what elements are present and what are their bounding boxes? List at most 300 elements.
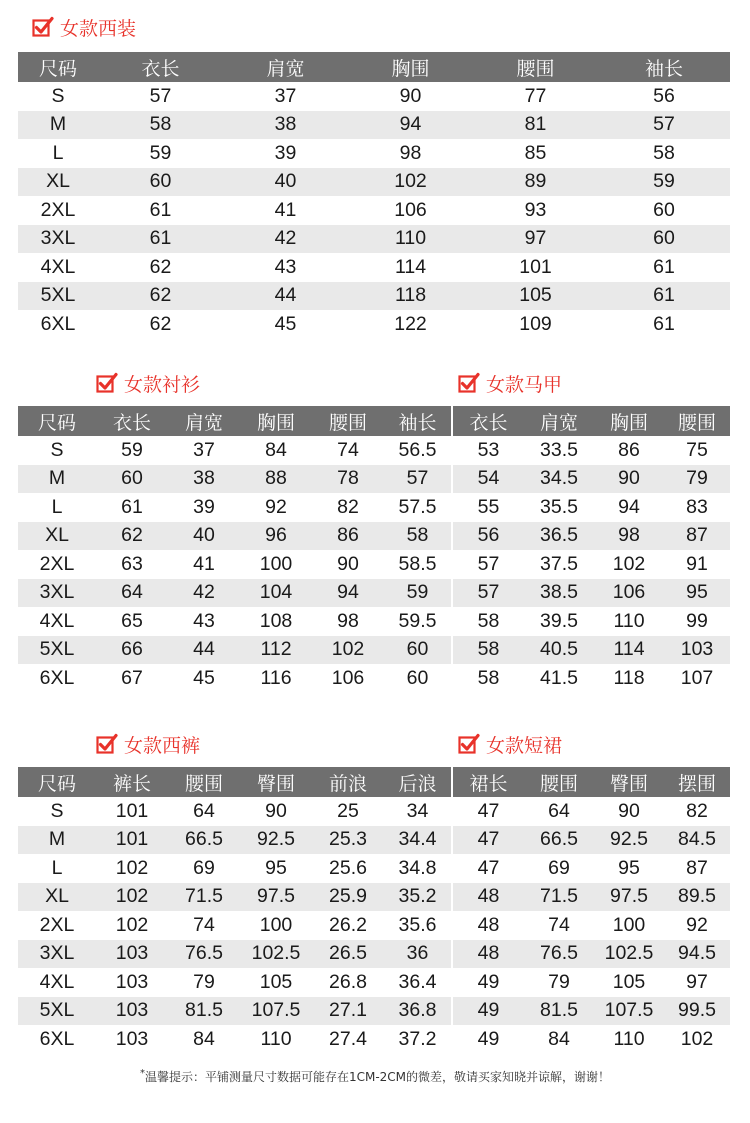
table-cell: 89 — [473, 168, 598, 197]
table-cell: 91 — [664, 550, 730, 579]
table-cell: 43 — [168, 607, 240, 636]
table-cell: 99.5 — [664, 997, 730, 1026]
table-cell: 106 — [312, 664, 384, 693]
table-cell: 26.8 — [312, 968, 384, 997]
table-row — [18, 550, 730, 579]
table-cell: 34 — [384, 797, 452, 826]
table-cell: XL — [18, 168, 98, 197]
table-cell: 90 — [240, 797, 312, 826]
table-cell: 60 — [384, 636, 452, 665]
table-cell: 84 — [168, 1025, 240, 1054]
table-cell: 26.5 — [312, 940, 384, 969]
table-cell: 84 — [524, 1025, 594, 1054]
skirt-section-title — [458, 731, 562, 757]
table-cell: 35.6 — [384, 911, 452, 940]
table-cell: 95 — [240, 854, 312, 883]
table-cell: 87 — [664, 854, 730, 883]
shirt-section-title — [96, 370, 200, 396]
column-header: 后浪 — [384, 767, 452, 797]
table-row — [18, 465, 730, 494]
table-cell: 114 — [348, 253, 473, 282]
table-cell: 105 — [473, 282, 598, 311]
table-cell: 59 — [96, 436, 168, 465]
table-cell: 42 — [168, 579, 240, 608]
table-cell: 64 — [96, 579, 168, 608]
table-cell: 59.5 — [384, 607, 452, 636]
table-cell: 49 — [452, 1025, 524, 1054]
table-cell: XL — [18, 522, 96, 551]
column-header: 袖长 — [598, 52, 730, 82]
skirt-title: 女款短裙 — [486, 734, 563, 757]
table-cell: 94 — [594, 493, 664, 522]
table-cell: 98 — [312, 607, 384, 636]
table-cell: 40.5 — [524, 636, 594, 665]
table-cell: 27.4 — [312, 1025, 384, 1054]
table-cell: M — [18, 826, 96, 855]
table-cell: L — [18, 493, 96, 522]
column-header: 腰围 — [524, 767, 594, 797]
table-cell: M — [18, 111, 98, 140]
table-cell: 102 — [594, 550, 664, 579]
table-cell: 86 — [312, 522, 384, 551]
table-cell: 36 — [384, 940, 452, 969]
table-cell: 55 — [452, 493, 524, 522]
table-cell: 67 — [96, 664, 168, 693]
table-cell: 71.5 — [524, 883, 594, 912]
table-row — [18, 196, 730, 225]
table-cell: 61 — [598, 253, 730, 282]
table-cell: 105 — [594, 968, 664, 997]
table-cell: 81.5 — [524, 997, 594, 1026]
column-header: 肩宽 — [223, 52, 348, 82]
table-cell: 58 — [452, 636, 524, 665]
table-cell: 42 — [223, 225, 348, 254]
table-cell: 58.5 — [384, 550, 452, 579]
table-cell: 75 — [664, 436, 730, 465]
table-cell: 35.5 — [524, 493, 594, 522]
table-cell: 110 — [594, 607, 664, 636]
column-header: 尺码 — [18, 767, 96, 797]
table-cell: 82 — [312, 493, 384, 522]
table-row — [18, 854, 730, 883]
table-cell: 96 — [240, 522, 312, 551]
table-cell: 25 — [312, 797, 384, 826]
table-cell: 58 — [452, 664, 524, 693]
table-header-row — [18, 52, 730, 82]
table-cell: 61 — [98, 196, 223, 225]
table-cell: 58 — [98, 111, 223, 140]
column-header: 尺码 — [18, 52, 98, 82]
suit-title: 女款西装 — [60, 17, 137, 40]
table-cell: 40 — [168, 522, 240, 551]
table-cell: 39 — [223, 139, 348, 168]
table-cell: 114 — [594, 636, 664, 665]
table-cell: 102.5 — [240, 940, 312, 969]
footer-note — [0, 1068, 750, 1085]
table-cell: 39 — [168, 493, 240, 522]
table-cell: 62 — [98, 253, 223, 282]
table-cell: 103 — [96, 1025, 168, 1054]
table-cell: 88 — [240, 465, 312, 494]
table-cell: 82 — [664, 797, 730, 826]
table-cell: 5XL — [18, 636, 96, 665]
column-header: 臀围 — [240, 767, 312, 797]
table-cell: 116 — [240, 664, 312, 693]
shirt-vest-size-table — [18, 406, 730, 693]
column-header: 腰围 — [473, 52, 598, 82]
table-cell: 3XL — [18, 225, 98, 254]
table-cell: 34.4 — [384, 826, 452, 855]
table-cell: 81.5 — [168, 997, 240, 1026]
table-cell: 89.5 — [664, 883, 730, 912]
table-cell: 97 — [664, 968, 730, 997]
table-cell: 4XL — [18, 607, 96, 636]
table-row — [18, 911, 730, 940]
table-cell: 36.4 — [384, 968, 452, 997]
table-cell: 56.5 — [384, 436, 452, 465]
table-cell: 33.5 — [524, 436, 594, 465]
table-cell: 59 — [598, 168, 730, 197]
table-cell: 103 — [96, 997, 168, 1026]
table-cell: 57 — [384, 465, 452, 494]
table-cell: 71.5 — [168, 883, 240, 912]
checkbox-check-icon — [458, 733, 480, 755]
checkbox-check-icon — [96, 733, 118, 755]
table-cell: 3XL — [18, 579, 96, 608]
shirt-title: 女款衬衫 — [124, 373, 201, 396]
table-cell: 25.9 — [312, 883, 384, 912]
table-cell: 44 — [223, 282, 348, 311]
table-cell: 2XL — [18, 196, 98, 225]
table-cell: 105 — [240, 968, 312, 997]
table-cell: 5XL — [18, 997, 96, 1026]
table-row — [18, 493, 730, 522]
table-cell: 74 — [312, 436, 384, 465]
table-cell: 35.2 — [384, 883, 452, 912]
table-cell: 118 — [594, 664, 664, 693]
table-row — [18, 636, 730, 665]
table-cell: 102 — [96, 883, 168, 912]
table-cell: 61 — [598, 310, 730, 339]
table-cell: 53 — [452, 436, 524, 465]
table-cell: 103 — [96, 968, 168, 997]
table-cell: 83 — [664, 493, 730, 522]
table-cell: 90 — [594, 465, 664, 494]
table-cell: 39.5 — [524, 607, 594, 636]
table-cell: 60 — [598, 225, 730, 254]
table-cell: 27.1 — [312, 997, 384, 1026]
vest-section-title — [458, 370, 562, 396]
table-cell: 65 — [96, 607, 168, 636]
column-header: 腰围 — [168, 767, 240, 797]
table-cell: 6XL — [18, 1025, 96, 1054]
table-cell: 84.5 — [664, 826, 730, 855]
footer-asterisk: * — [139, 1068, 145, 1079]
table-row — [18, 139, 730, 168]
table-cell: 94.5 — [664, 940, 730, 969]
table-cell: 107 — [664, 664, 730, 693]
column-header: 前浪 — [312, 767, 384, 797]
column-header: 摆围 — [664, 767, 730, 797]
table-cell: 60 — [96, 465, 168, 494]
table-cell: 97 — [473, 225, 598, 254]
column-header: 肩宽 — [524, 406, 594, 436]
table-cell: 94 — [312, 579, 384, 608]
table-cell: 38.5 — [524, 579, 594, 608]
table-cell: 79 — [524, 968, 594, 997]
table-cell: 97.5 — [594, 883, 664, 912]
table-cell: 79 — [168, 968, 240, 997]
table-cell: 100 — [594, 911, 664, 940]
table-cell: 85 — [473, 139, 598, 168]
pants-skirt-size-table — [18, 767, 730, 1054]
table-cell: 100 — [240, 911, 312, 940]
table-cell: 34.5 — [524, 465, 594, 494]
table-cell: 47 — [452, 826, 524, 855]
table-cell: S — [18, 436, 96, 465]
checkbox-check-icon — [32, 16, 54, 38]
table-cell: 104 — [240, 579, 312, 608]
table-cell: M — [18, 465, 96, 494]
pants-section-title — [96, 731, 200, 757]
table-cell: 25.3 — [312, 826, 384, 855]
table-row — [18, 168, 730, 197]
column-header: 臀围 — [594, 767, 664, 797]
table-cell: 76.5 — [524, 940, 594, 969]
column-header: 裙长 — [452, 767, 524, 797]
table-cell: 93 — [473, 196, 598, 225]
table-cell: 106 — [348, 196, 473, 225]
table-cell: 101 — [473, 253, 598, 282]
table-cell: 66.5 — [524, 826, 594, 855]
table-cell: 60 — [98, 168, 223, 197]
table-cell: 64 — [524, 797, 594, 826]
table-cell: 77 — [473, 82, 598, 111]
column-header: 裤长 — [96, 767, 168, 797]
table-cell: 62 — [98, 310, 223, 339]
table-row — [18, 522, 730, 551]
table-cell: L — [18, 139, 98, 168]
table-cell: 69 — [168, 854, 240, 883]
table-cell: 92.5 — [594, 826, 664, 855]
vest-title: 女款马甲 — [486, 373, 563, 396]
table-cell: 84 — [240, 436, 312, 465]
table-row — [18, 826, 730, 855]
table-cell: 92.5 — [240, 826, 312, 855]
table-row — [18, 997, 730, 1026]
table-cell: 64 — [168, 797, 240, 826]
table-cell: 6XL — [18, 310, 98, 339]
table-cell: 5XL — [18, 282, 98, 311]
table-cell: 40 — [223, 168, 348, 197]
table-cell: 61 — [96, 493, 168, 522]
table-cell: 74 — [168, 911, 240, 940]
table-cell: 48 — [452, 940, 524, 969]
table-cell: 44 — [168, 636, 240, 665]
table-cell: 103 — [664, 636, 730, 665]
table-cell: 56 — [452, 522, 524, 551]
table-cell: 49 — [452, 997, 524, 1026]
table-cell: 112 — [240, 636, 312, 665]
table-cell: 108 — [240, 607, 312, 636]
table-cell: 57.5 — [384, 493, 452, 522]
table-cell: 41 — [223, 196, 348, 225]
table-cell: 122 — [348, 310, 473, 339]
table-cell: 60 — [384, 664, 452, 693]
table-cell: 38 — [168, 465, 240, 494]
column-header: 胸围 — [594, 406, 664, 436]
table-cell: 61 — [598, 282, 730, 311]
table-cell: 59 — [98, 139, 223, 168]
column-header: 衣长 — [98, 52, 223, 82]
table-cell: 57 — [452, 579, 524, 608]
table-cell: 95 — [594, 854, 664, 883]
table-cell: 58 — [452, 607, 524, 636]
table-cell: 74 — [524, 911, 594, 940]
table-cell: 98 — [348, 139, 473, 168]
column-header: 袖长 — [384, 406, 452, 436]
table-cell: 61 — [98, 225, 223, 254]
table-cell: 60 — [598, 196, 730, 225]
table-cell: 110 — [240, 1025, 312, 1054]
table-cell: 90 — [348, 82, 473, 111]
table-cell: 2XL — [18, 911, 96, 940]
table-cell: 48 — [452, 883, 524, 912]
table-row — [18, 225, 730, 254]
table-cell: 3XL — [18, 940, 96, 969]
table-cell: S — [18, 797, 96, 826]
table-row — [18, 282, 730, 311]
table-cell: 97.5 — [240, 883, 312, 912]
table-cell: S — [18, 82, 98, 111]
table-cell: 102 — [664, 1025, 730, 1054]
table-row — [18, 607, 730, 636]
table-cell: 45 — [223, 310, 348, 339]
column-header: 腰围 — [312, 406, 384, 436]
table-cell: L — [18, 854, 96, 883]
table-row — [18, 310, 730, 339]
table-cell: 110 — [348, 225, 473, 254]
table-cell: 41 — [168, 550, 240, 579]
table-cell: 37.5 — [524, 550, 594, 579]
table-cell: 4XL — [18, 968, 96, 997]
column-header: 胸围 — [348, 52, 473, 82]
table-cell: 4XL — [18, 253, 98, 282]
table-cell: 59 — [384, 579, 452, 608]
table-cell: 100 — [240, 550, 312, 579]
table-header-row — [18, 767, 730, 797]
table-cell: 102 — [312, 636, 384, 665]
table-cell: 56 — [598, 82, 730, 111]
table-cell: 38 — [223, 111, 348, 140]
suit-size-table — [18, 52, 730, 339]
table-cell: 90 — [594, 797, 664, 826]
table-cell: 25.6 — [312, 854, 384, 883]
column-header: 胸围 — [240, 406, 312, 436]
table-row — [18, 940, 730, 969]
checkbox-check-icon — [96, 372, 118, 394]
table-cell: 69 — [524, 854, 594, 883]
table-cell: 86 — [594, 436, 664, 465]
table-cell: 45 — [168, 664, 240, 693]
column-header: 尺码 — [18, 406, 96, 436]
table-cell: 34.8 — [384, 854, 452, 883]
table-cell: 43 — [223, 253, 348, 282]
table-cell: 57 — [98, 82, 223, 111]
table-cell: 103 — [96, 940, 168, 969]
table-cell: 76.5 — [168, 940, 240, 969]
column-header: 腰围 — [664, 406, 730, 436]
table-row — [18, 883, 730, 912]
table-cell: 54 — [452, 465, 524, 494]
table-cell: 99 — [664, 607, 730, 636]
table-cell: 66.5 — [168, 826, 240, 855]
table-cell: 37 — [223, 82, 348, 111]
table-row — [18, 968, 730, 997]
table-row — [18, 111, 730, 140]
table-cell: 118 — [348, 282, 473, 311]
table-cell: 102 — [96, 854, 168, 883]
table-row — [18, 436, 730, 465]
table-cell: 95 — [664, 579, 730, 608]
table-cell: 2XL — [18, 550, 96, 579]
table-cell: 6XL — [18, 664, 96, 693]
table-cell: 36.5 — [524, 522, 594, 551]
table-cell: 102 — [348, 168, 473, 197]
table-cell: 101 — [96, 826, 168, 855]
table-cell: 106 — [594, 579, 664, 608]
table-cell: 94 — [348, 111, 473, 140]
table-cell: 101 — [96, 797, 168, 826]
table-cell: 66 — [96, 636, 168, 665]
table-row — [18, 579, 730, 608]
table-cell: 109 — [473, 310, 598, 339]
table-cell: 36.8 — [384, 997, 452, 1026]
table-cell: 107.5 — [240, 997, 312, 1026]
column-header: 衣长 — [96, 406, 168, 436]
table-cell: 63 — [96, 550, 168, 579]
table-cell: 49 — [452, 968, 524, 997]
table-cell: 102.5 — [594, 940, 664, 969]
column-header: 肩宽 — [168, 406, 240, 436]
table-cell: 58 — [598, 139, 730, 168]
table-cell: XL — [18, 883, 96, 912]
table-cell: 47 — [452, 797, 524, 826]
footer-note-text: 温馨提示：平铺测量尺寸数据可能存在1CM-2CM的微差，敬请买家知晓并谅解，谢谢！ — [144, 1070, 611, 1084]
table-cell: 37.2 — [384, 1025, 452, 1054]
table-cell: 107.5 — [594, 997, 664, 1026]
checkbox-check-icon — [458, 372, 480, 394]
table-cell: 102 — [96, 911, 168, 940]
table-row — [18, 664, 730, 693]
table-cell: 37 — [168, 436, 240, 465]
table-cell: 98 — [594, 522, 664, 551]
table-cell: 81 — [473, 111, 598, 140]
table-cell: 48 — [452, 911, 524, 940]
table-cell: 78 — [312, 465, 384, 494]
table-cell: 90 — [312, 550, 384, 579]
table-cell: 92 — [664, 911, 730, 940]
suit-section-title — [32, 14, 136, 40]
pants-title: 女款西裤 — [124, 734, 201, 757]
table-row — [18, 797, 730, 826]
table-row — [18, 82, 730, 111]
table-cell: 92 — [240, 493, 312, 522]
table-cell: 79 — [664, 465, 730, 494]
table-cell: 26.2 — [312, 911, 384, 940]
table-cell: 47 — [452, 854, 524, 883]
table-cell: 62 — [98, 282, 223, 311]
